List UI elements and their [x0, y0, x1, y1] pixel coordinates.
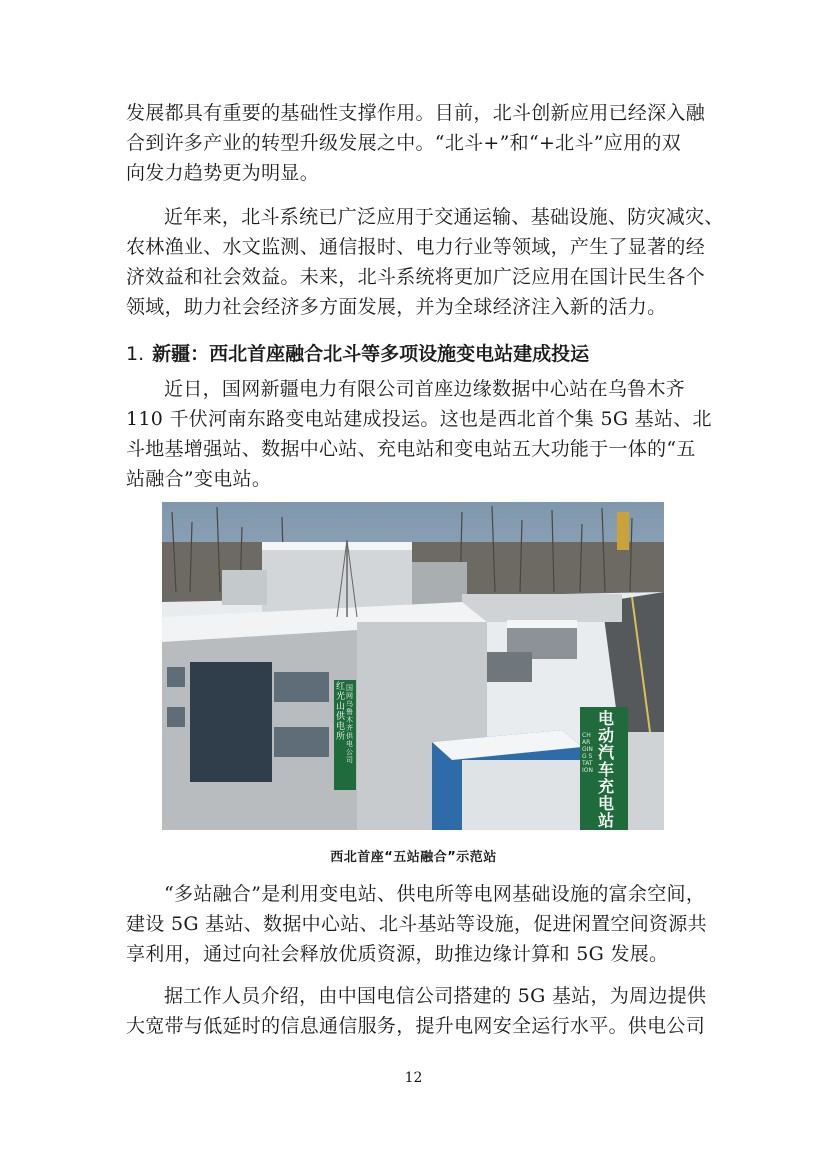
text-line: 近年来，北斗系统已广泛应用于交通运输、基础设施、防灾减灾、	[164, 206, 724, 228]
section-heading	[126, 339, 700, 369]
text-line: 合到许多产业的转型升级发展之中。“北斗+”和“+北斗”应用的双	[126, 132, 681, 154]
photo-caption: 西北首座“五站融合”示范站	[330, 850, 497, 865]
text-line: 济效益和社会效益。未来，北斗系统将更加广泛应用在国计民生各个	[126, 266, 706, 288]
sign-right-subtext: CHARGING STATION	[582, 732, 593, 774]
text-line: 农林渔业、水文监测、通信报时、电力行业等领域，产生了显著的经	[126, 236, 706, 258]
sign-right-text: 电动汽车充电站	[598, 709, 615, 830]
text-line: 据工作人员介绍，由中国电信公司搭建的 5G 基站，为周边提供	[164, 985, 707, 1007]
substation-photo	[162, 502, 664, 830]
page-number: 12	[404, 1070, 423, 1086]
text-line: 向发力趋势更为明显。	[126, 162, 320, 184]
text-line: 近日，国网新疆电力有限公司首座边缘数据中心站在乌鲁木齐	[164, 378, 686, 400]
paragraph-multi-station-fusion	[126, 879, 707, 969]
sign-left-subtext: 国网乌鲁木齐供电公司	[346, 684, 353, 764]
text-line: 发展都具有重要的基础性支撑作用。目前，北斗创新应用已经深入融	[126, 102, 706, 124]
text-line: 领域，助力社会经济多方面发展，并为全球经济注入新的活力。	[126, 296, 667, 318]
paragraph-5g-base-station	[126, 981, 707, 1041]
text-line: 斗地基增强站、数据中心站、充电站和变电站五大功能于一体的“五	[126, 438, 696, 460]
paragraph-beidou-applications	[126, 202, 724, 322]
text-line: 享利用，通过向社会释放优质资源，助推边缘计算和 5G 发展。	[126, 943, 669, 965]
paragraph-beidou-support	[126, 98, 706, 188]
sign-left-text: 红光山供电所	[336, 682, 346, 742]
paragraph-xinjiang-substation	[126, 374, 712, 494]
text-line: 大宽带与低延时的信息通信服务，提升电网安全运行水平。供电公司	[126, 1015, 706, 1037]
section-title: 新疆：西北首座融合北斗等多项设施变电站建成投运	[152, 343, 590, 365]
section-number: 1.	[126, 343, 145, 365]
text-line: 110 千伏河南东路变电站建成投运。这也是西北首个集 5G 基站、北	[126, 408, 712, 430]
text-line: 站融合”变电站。	[126, 468, 272, 490]
text-line: “多站融合”是利用变电站、供电所等电网基础设施的富余空间，	[164, 883, 706, 905]
text-line: 建设 5G 基站、数据中心站、北斗基站等设施，促进闲置空间资源共	[126, 913, 707, 935]
